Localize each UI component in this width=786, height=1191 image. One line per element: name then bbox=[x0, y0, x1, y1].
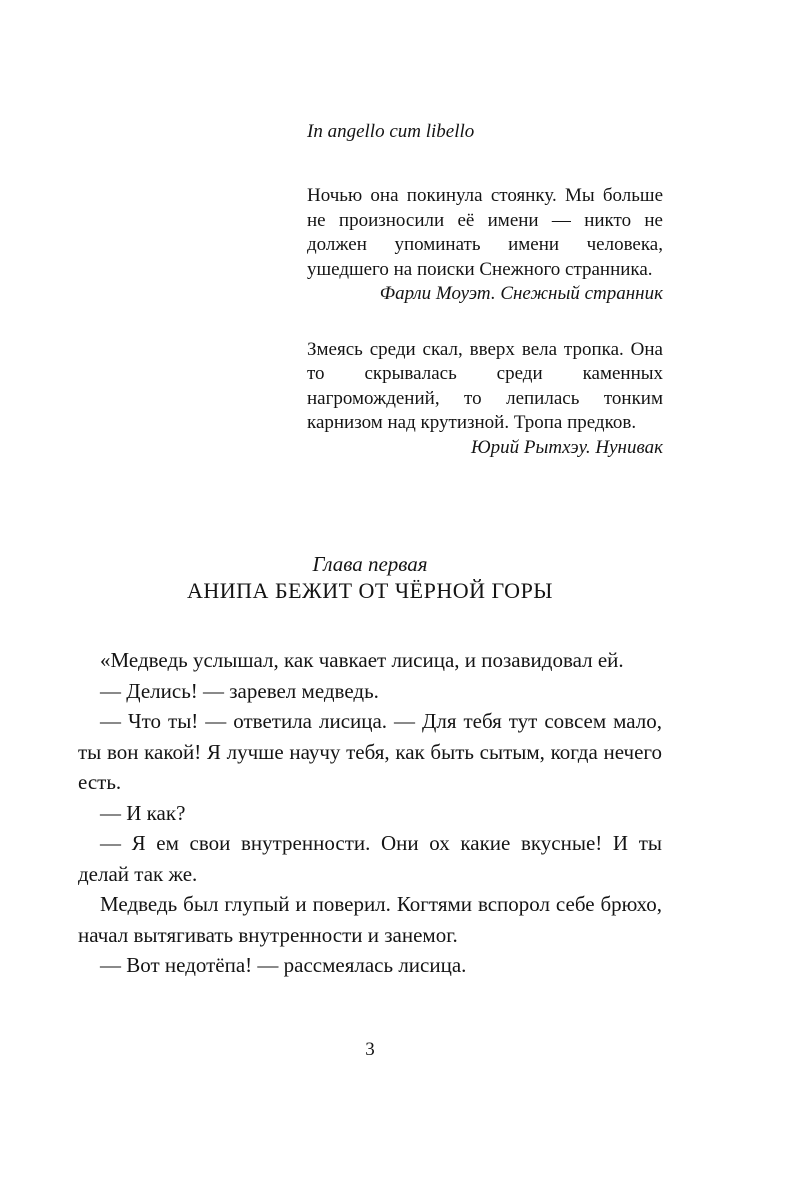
epigraph-attribution: Фарли Моуэт. Снежный странник bbox=[379, 283, 663, 304]
chapter-kicker: Глава первая bbox=[312, 552, 428, 576]
paragraph: — Вот недотёпа! — рассмеялась лисица. bbox=[100, 953, 467, 977]
chapter-heading bbox=[78, 552, 662, 604]
epigraph-section bbox=[307, 0, 663, 460]
paragraph: Медведь был глупый и поверил. Когтями вспорол себе брюхо, начал вытягивать внутренности и занемог. bbox=[78, 892, 662, 947]
epigraph-mowat bbox=[307, 184, 663, 307]
epigraph-quote: Змеясь среди скал, вверх вела тропка. Она то скрывалась среди каменных нагромождений, то лепилась тонким карнизом над крутизной. Тропа предков. bbox=[307, 338, 663, 433]
paragraph: — Что ты! — ответила лисица. — Для тебя тут совсем мало, ты вон какой! Я лучше научу тебя, как быть сытым, когда нечего есть. bbox=[78, 709, 662, 794]
paragraph: — И как? bbox=[100, 800, 186, 825]
paragraph: — Делись! — заревел медведь. bbox=[100, 678, 379, 703]
page-number: 3 bbox=[365, 1038, 375, 1060]
paragraph: «Медведь услышал, как чавкает лисица, и позавидовал ей. bbox=[100, 648, 624, 672]
epigraph-attribution: Юрий Рытхэу. Нунивак bbox=[471, 436, 663, 458]
chapter-body bbox=[78, 645, 662, 981]
page-footer bbox=[78, 1038, 662, 1062]
latin-motto: In angello cum libello bbox=[307, 121, 475, 142]
paragraph: — Я ем свои внутренности. Они ох какие вкусные! И ты делай так же. bbox=[78, 831, 662, 886]
epigraph-rytkheu bbox=[307, 338, 663, 461]
chapter-title: АНИПА БЕЖИТ ОТ ЧЁРНОЙ ГОРЫ bbox=[187, 578, 553, 603]
epigraph-quote: Ночью она покинула стоянку. Мы больше не произносили её имени — никто не должен упоминать имени человека, ушедшего на поиски Снежного странника. bbox=[307, 185, 663, 280]
